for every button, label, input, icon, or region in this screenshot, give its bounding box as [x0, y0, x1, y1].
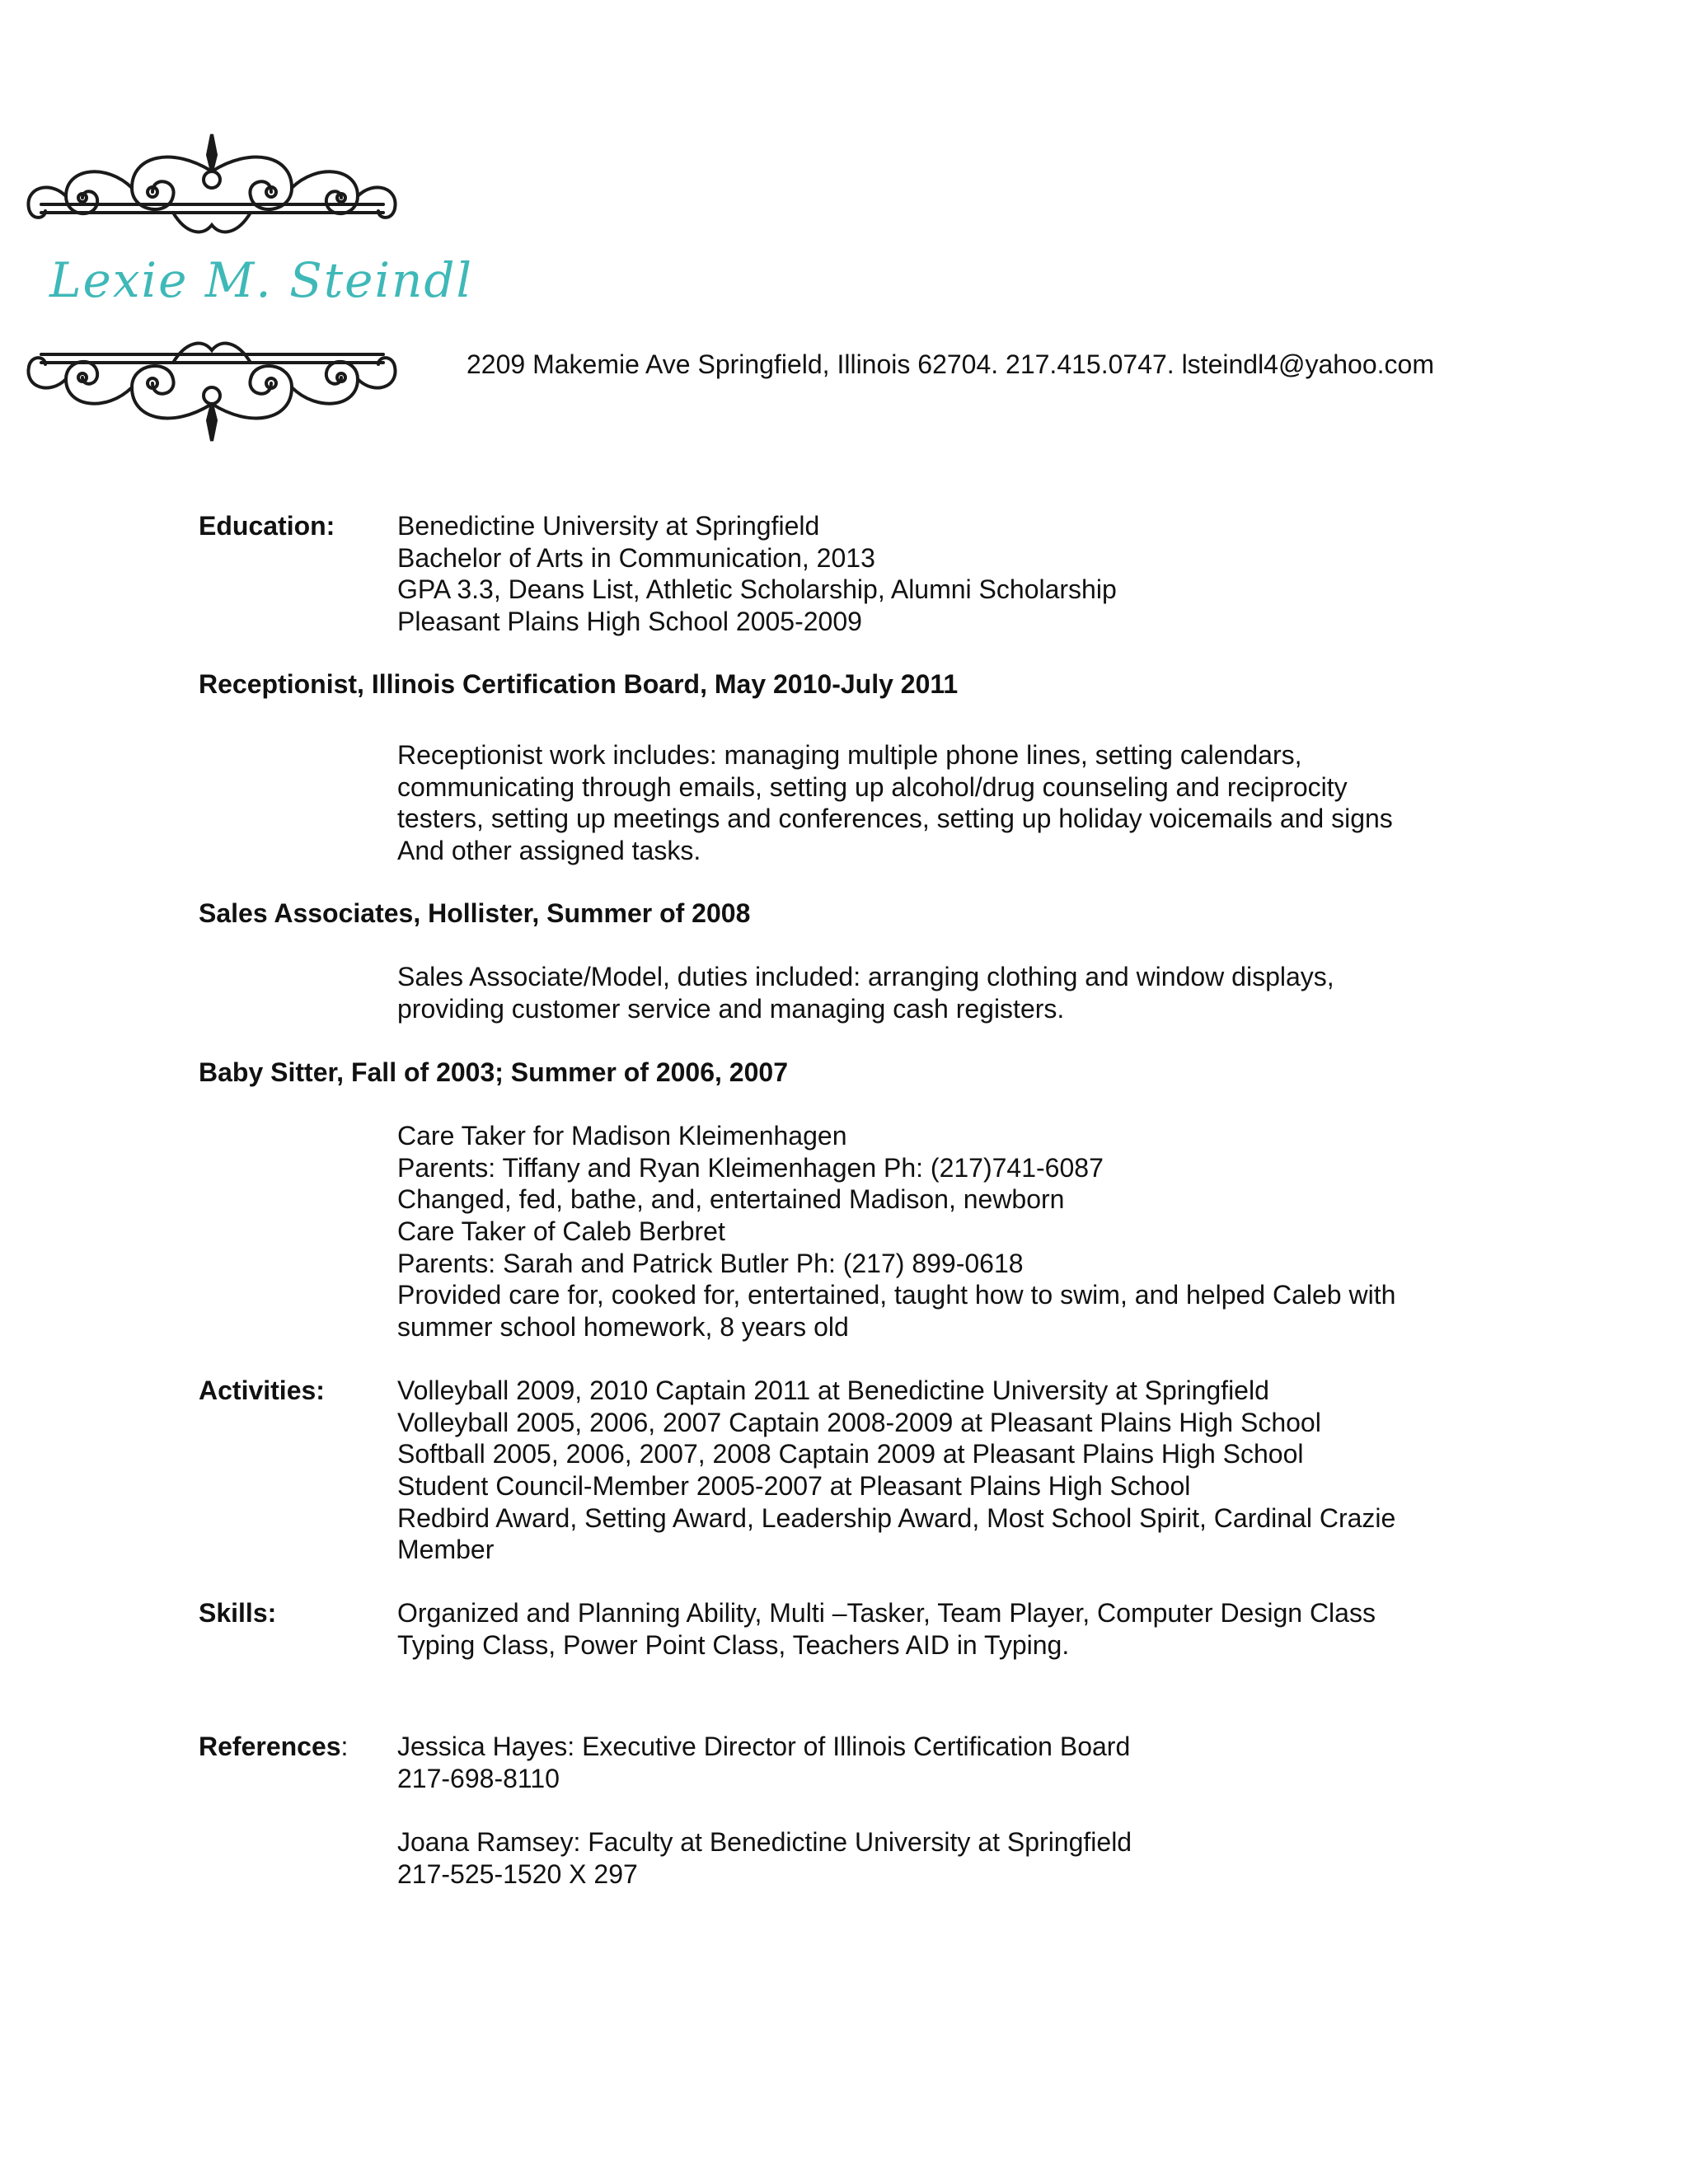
skills-label: Skills:	[199, 1598, 277, 1628]
svg-text:Lexie M. Steindl: Lexie M. Steindl	[49, 252, 474, 308]
activity-line: Member	[397, 1535, 495, 1565]
education-line: Bachelor of Arts in Communication, 2013	[397, 542, 875, 573]
job-description-receptionist	[397, 739, 1667, 867]
activity-line: Volleyball 2005, 2006, 2007 Captain 2008-2009 at Pleasant Plains High School	[397, 1407, 1321, 1437]
references-label	[199, 1731, 348, 1763]
flourish-ornament-bottom	[8, 323, 416, 445]
skill-line: Typing Class, Power Point Class, Teachers AID in Typing.	[397, 1629, 1070, 1660]
activity-line: Redbird Award, Setting Award, Leadership Award, Most School Spirit, Cardinal Crazie	[397, 1502, 1396, 1533]
job-line: Care Taker of Caleb Berbret	[397, 1216, 725, 1247]
reference-name: Jessica Hayes: Executive Director of Illinois Certification Board	[397, 1732, 1131, 1761]
reference-spacer	[397, 1794, 1667, 1826]
job-line: Receptionist work includes: managing multiple phone lines, setting calendars,	[397, 740, 1302, 770]
job-line: And other assigned tasks.	[397, 836, 701, 866]
activity-line: Student Council-Member 2005-2007 at Pleasant Plains High School	[397, 1471, 1191, 1502]
reference-phone: 217-698-8110	[397, 1763, 560, 1793]
job-line: testers, setting up meetings and conferences, setting up holiday voicemails and signs	[397, 804, 1393, 834]
flourish-ornament-top	[8, 130, 416, 246]
job-heading-receptionist: Receptionist, Illinois Certification Board, May 2010-July 2011	[199, 669, 959, 699]
job-description-babysitter	[397, 1120, 1667, 1343]
job-line: communicating through emails, setting up alcohol/drug counseling and reciprocity	[397, 771, 1348, 802]
job-heading-sales: Sales Associates, Hollister, Summer of 2008	[199, 898, 751, 928]
reference-phone: 217-525-1520 X 297	[397, 1858, 638, 1889]
job-line: Care Taker for Madison Kleimenhagen	[397, 1121, 847, 1151]
contact-line: 2209 Makemie Ave Springfield, Illinois 62704. 217.415.0747. lsteindl4@yahoo.com	[467, 349, 1434, 379]
education-label: Education:	[199, 511, 335, 541]
activity-line: Softball 2005, 2006, 2007, 2008 Captain 2009 at Pleasant Plains High School	[397, 1439, 1304, 1469]
references-label-colon: :	[340, 1732, 349, 1761]
references-label-text: References	[199, 1732, 341, 1761]
skill-line: Organized and Planning Ability, Multi –Tasker, Team Player, Computer Design Class	[397, 1598, 1376, 1628]
education-line: Benedictine University at Springfield	[397, 511, 820, 541]
job-line: summer school homework, 8 years old	[397, 1312, 849, 1343]
reference-name: Joana Ramsey: Faculty at Benedictine University at Springfield	[397, 1827, 1132, 1858]
education-line: GPA 3.3, Deans List, Athletic Scholarship, Alumni Scholarship	[397, 574, 1117, 605]
job-line: Sales Associate/Model, duties included: arranging clothing and window displays,	[397, 962, 1334, 991]
job-heading-babysitter: Baby Sitter, Fall of 2003; Summer of 2006, 2007	[199, 1057, 788, 1087]
activities-label: Activities:	[199, 1376, 325, 1405]
job-line: Parents: Sarah and Patrick Butler Ph: (217) 899-0618	[397, 1248, 1024, 1278]
activity-line: Volleyball 2009, 2010 Captain 2011 at Benedictine University at Springfield	[397, 1376, 1269, 1405]
job-line: Provided care for, cooked for, entertained, taught how to swim, and helped Caleb with	[397, 1280, 1396, 1310]
job-line: Changed, fed, bathe, and, entertained Madison, newborn	[397, 1184, 1065, 1215]
education-line: Pleasant Plains High School 2005-2009	[397, 607, 862, 637]
job-line: Parents: Tiffany and Ryan Kleimenhagen Ph: (217)741-6087	[397, 1152, 1104, 1183]
job-description-sales	[397, 961, 1667, 1024]
job-line: providing customer service and managing cash registers.	[397, 993, 1065, 1024]
signature-logo	[45, 241, 474, 323]
